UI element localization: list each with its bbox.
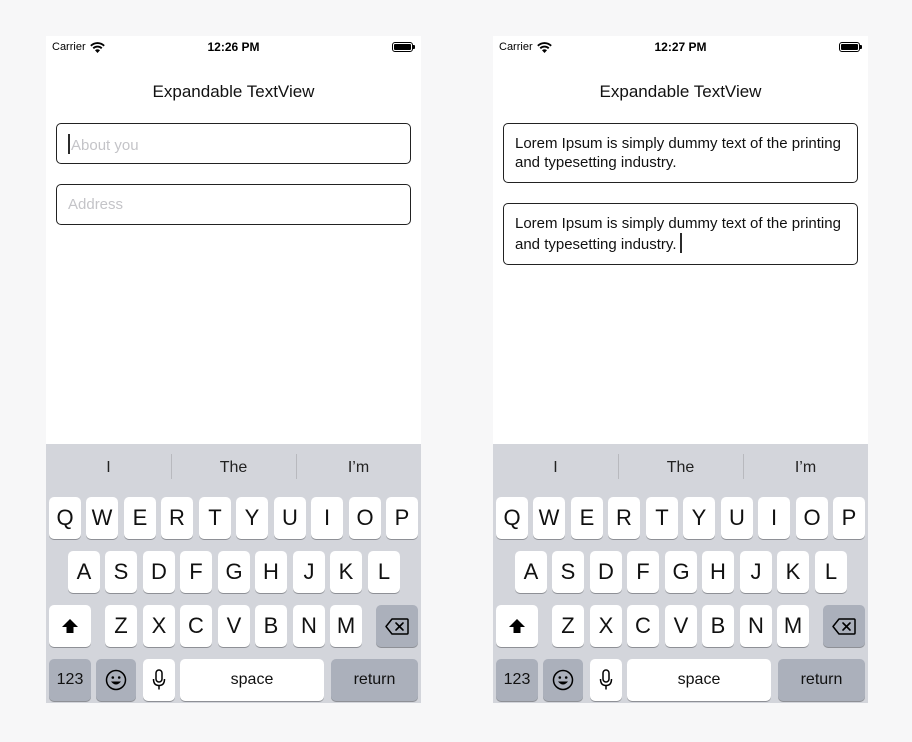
suggestion-bar — [46, 444, 421, 491]
key-c[interactable]: C — [180, 605, 212, 647]
key-m[interactable]: M — [777, 605, 809, 647]
dictation-key[interactable] — [590, 659, 622, 701]
key-n[interactable]: N — [293, 605, 325, 647]
key-z[interactable]: Z — [552, 605, 584, 647]
emoji-key[interactable] — [543, 659, 583, 701]
key-e[interactable]: E — [124, 497, 156, 539]
suggestion-item[interactable]: I — [106, 459, 111, 476]
status-bar — [493, 36, 868, 58]
key-j[interactable]: J — [293, 551, 325, 593]
keyboard — [46, 444, 421, 703]
phone-screen-left — [46, 36, 421, 703]
suggestion-item[interactable]: I — [553, 459, 558, 476]
suggestion-item[interactable]: I’m — [296, 444, 421, 491]
key-x[interactable]: X — [143, 605, 175, 647]
carrier-label: Carrier — [52, 41, 86, 53]
key-r[interactable]: R — [161, 497, 193, 539]
key-a[interactable]: A — [515, 551, 547, 593]
about-you-textview[interactable] — [503, 123, 858, 183]
about-you-text: Lorem Ipsum is simply dummy text of the printing and typesetting industry. — [515, 135, 841, 171]
status-time: 12:27 PM — [654, 40, 707, 54]
key-k[interactable]: K — [777, 551, 809, 593]
key-i[interactable]: I — [311, 497, 343, 539]
page-title: Expandable TextView — [599, 82, 762, 101]
key-m[interactable]: M — [330, 605, 362, 647]
key-h[interactable]: H — [702, 551, 734, 593]
key-u[interactable]: U — [274, 497, 306, 539]
return-key[interactable]: return — [331, 659, 418, 701]
key-q[interactable]: Q — [496, 497, 528, 539]
dictation-key[interactable] — [143, 659, 175, 701]
key-c[interactable]: C — [627, 605, 659, 647]
key-b[interactable]: B — [702, 605, 734, 647]
numbers-key[interactable]: 123 — [49, 659, 91, 701]
delete-icon — [832, 618, 856, 635]
delete-key[interactable] — [376, 605, 418, 647]
key-v[interactable]: V — [218, 605, 250, 647]
page-title: Expandable TextView — [152, 82, 315, 101]
address-textview[interactable] — [56, 184, 411, 225]
emoji-key[interactable] — [96, 659, 136, 701]
key-d[interactable]: D — [590, 551, 622, 593]
key-k[interactable]: K — [330, 551, 362, 593]
phone-screen-right — [493, 36, 868, 703]
suggestion-item[interactable]: I’m — [743, 444, 868, 491]
shift-key[interactable] — [496, 605, 538, 647]
address-placeholder: Address — [68, 196, 124, 213]
emoji-icon — [552, 669, 574, 691]
status-bar — [46, 36, 421, 58]
key-l[interactable]: L — [368, 551, 400, 593]
key-i[interactable]: I — [758, 497, 790, 539]
microphone-icon — [599, 669, 613, 691]
key-t[interactable]: T — [646, 497, 678, 539]
key-g[interactable]: G — [665, 551, 697, 593]
key-j[interactable]: J — [740, 551, 772, 593]
key-z[interactable]: Z — [105, 605, 137, 647]
keyboard — [493, 444, 868, 703]
key-u[interactable]: U — [721, 497, 753, 539]
key-s[interactable]: S — [105, 551, 137, 593]
emoji-icon — [105, 669, 127, 691]
key-h[interactable]: H — [255, 551, 287, 593]
suggestion-item[interactable]: The — [171, 444, 296, 491]
status-time: 12:26 PM — [207, 40, 260, 54]
shift-icon — [61, 618, 79, 634]
key-p[interactable]: P — [833, 497, 865, 539]
key-q[interactable]: Q — [49, 497, 81, 539]
key-y[interactable]: Y — [236, 497, 268, 539]
key-n[interactable]: N — [740, 605, 772, 647]
key-b[interactable]: B — [255, 605, 287, 647]
microphone-icon — [152, 669, 166, 691]
address-textview[interactable] — [503, 203, 858, 265]
space-key[interactable]: space — [180, 659, 324, 701]
carrier-label: Carrier — [499, 41, 533, 53]
key-p[interactable]: P — [386, 497, 418, 539]
battery-icon — [392, 42, 413, 52]
return-key[interactable]: return — [778, 659, 865, 701]
key-w[interactable]: W — [533, 497, 565, 539]
about-you-textview[interactable] — [56, 123, 411, 164]
battery-icon — [839, 42, 860, 52]
key-x[interactable]: X — [590, 605, 622, 647]
text-caret — [68, 134, 70, 154]
key-a[interactable]: A — [68, 551, 100, 593]
key-e[interactable]: E — [571, 497, 603, 539]
suggestion-item[interactable]: The — [618, 444, 743, 491]
text-caret — [680, 233, 682, 253]
shift-key[interactable] — [49, 605, 91, 647]
key-r[interactable]: R — [608, 497, 640, 539]
delete-icon — [385, 618, 409, 635]
key-f[interactable]: F — [180, 551, 212, 593]
key-f[interactable]: F — [627, 551, 659, 593]
key-v[interactable]: V — [665, 605, 697, 647]
shift-icon — [508, 618, 526, 634]
key-d[interactable]: D — [143, 551, 175, 593]
key-y[interactable]: Y — [683, 497, 715, 539]
suggestion-bar — [493, 444, 868, 491]
space-key[interactable]: space — [627, 659, 771, 701]
about-you-placeholder: About you — [71, 137, 139, 154]
numbers-key[interactable]: 123 — [496, 659, 538, 701]
delete-key[interactable] — [823, 605, 865, 647]
key-g[interactable]: G — [218, 551, 250, 593]
key-o[interactable]: O — [349, 497, 381, 539]
key-w[interactable]: W — [86, 497, 118, 539]
key-o[interactable]: O — [796, 497, 828, 539]
key-s[interactable]: S — [552, 551, 584, 593]
key-t[interactable]: T — [199, 497, 231, 539]
key-l[interactable]: L — [815, 551, 847, 593]
address-text: Lorem Ipsum is simply dummy text of the printing and typesetting industry. — [515, 215, 841, 253]
